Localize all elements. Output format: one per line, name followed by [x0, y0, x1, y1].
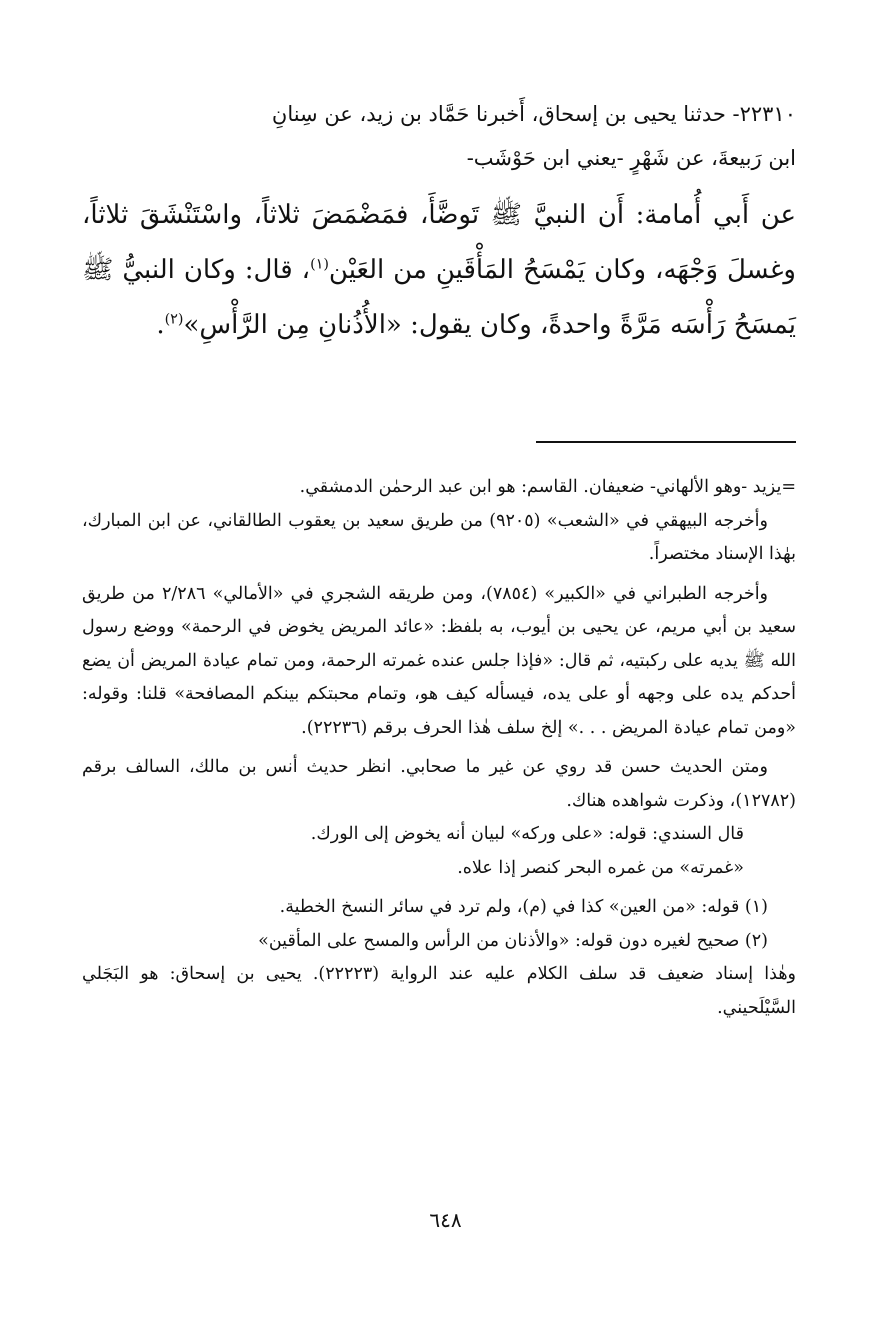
footnote-2-line-1: (٢) صحيح لغيره دون قوله: «والأذنان من الرأس والمسح على المأقين» — [258, 930, 768, 951]
note-paragraph-matn: ومتن الحديث حسن قد روي عن غير ما صحابي. انظر حديث أنس بن مالك، السالف برقم (١٢٧٨٢)، وذكرت شواهده هناك. — [82, 757, 796, 811]
note-paragraph-ghamrathu: «غمرته» من غمره البحر كنصر إذا علاه. — [457, 857, 744, 878]
matn-end: . — [156, 310, 165, 340]
note-paragraph-tabarani: وأخرجه الطبراني في «الكبير» (٧٨٥٤)، ومن طريقه الشجري في «الأمالي» ٢/٢٨٦ من طريق سعيد بن أبي مريم، عن يحيى بن أيوب، به بلفظ: «عائد المريض يخوض في الرحمة» ووضع رسول الله ﷺ يديه على ركبتيه، ثم قال: «فإذا جلس عنده غمرته الرحمة، ومن تمام عيادة المريض أن يضع أحدكم يده على وجهه أو على يده، فيسأله كيف هو، وتمام محبتكم بينكم المصافحة» قلنا: وقوله: «ومن تمام عيادة المريض . . .» إلخ سلف هٰذا الحرف برقم (٢٢٢٣٦). — [82, 583, 796, 738]
hadith-isnad — [82, 92, 796, 180]
isnad-line-1: ٢٢٣١٠- حدثنا يحيى بن إسحاق، أَخبرنا حَمَّاد بن زيد، عن سِنانِ — [271, 102, 796, 126]
footnote-1: (١) قوله: «من العين» كذا في (م)، ولم ترد في سائر النسخ الخطية. — [279, 897, 768, 917]
matn-text-part-1: عن أَبي أُمامة: أَن النبيَّ ﷺ تَوضَّأَ، فمَضْمَضَ ثلاثاً، واسْتَنْشَقَ ثلاثاً، وغسلَ وَجْهَه، وكان يَمْسَحُ المَأْقَينِ من العَيْن — [82, 200, 796, 285]
footnote-ref-2: (٢) — [164, 311, 184, 328]
page-number: ٦٤٨ — [429, 1208, 462, 1232]
isnad-line-2: ابن رَبيعةَ، عن شَهْرٍ -يعني ابن حَوْشَب- — [466, 146, 796, 170]
hadith-matn — [82, 188, 796, 353]
matn-paragraph — [82, 188, 796, 353]
footnote-ref-1: (١) — [310, 256, 329, 273]
footnotes-section — [82, 471, 796, 1025]
note-continuation: =يزيد -وهو الألهاني- ضعيفان. القاسم: هو ابن عبد الرحمٰن الدمشقي. — [299, 477, 796, 497]
footnote-2-rest: وهٰذا إسناد ضعيف قد سلف الكلام عليه عند الرواية (٢٢٢٢٣). يحيى بن إسحاق: هو البَجَلي السَّيْلَحيني. — [82, 964, 796, 1018]
matn-text-part-2: ، قال: وكان النبيُّ ﷺ يَمسَحُ رَأْسَه مَرَّةً واحدةً، وكان يقول: «الأُذُنانِ مِن الرَّأْسِ» — [82, 255, 796, 340]
note-paragraph-sindi: قال السندي: قوله: «على وركه» لبيان أنه يخوض إلى الورك. — [310, 824, 744, 844]
note-paragraph-bayhaqi: وأخرجه البيهقي في «الشعب» (٩٢٠٥) من طريق سعيد بن يعقوب الطالقاني، عن ابن المبارك، بهٰذا الإسناد مختصراً. — [82, 510, 796, 564]
footnote-separator-rule — [536, 441, 796, 443]
